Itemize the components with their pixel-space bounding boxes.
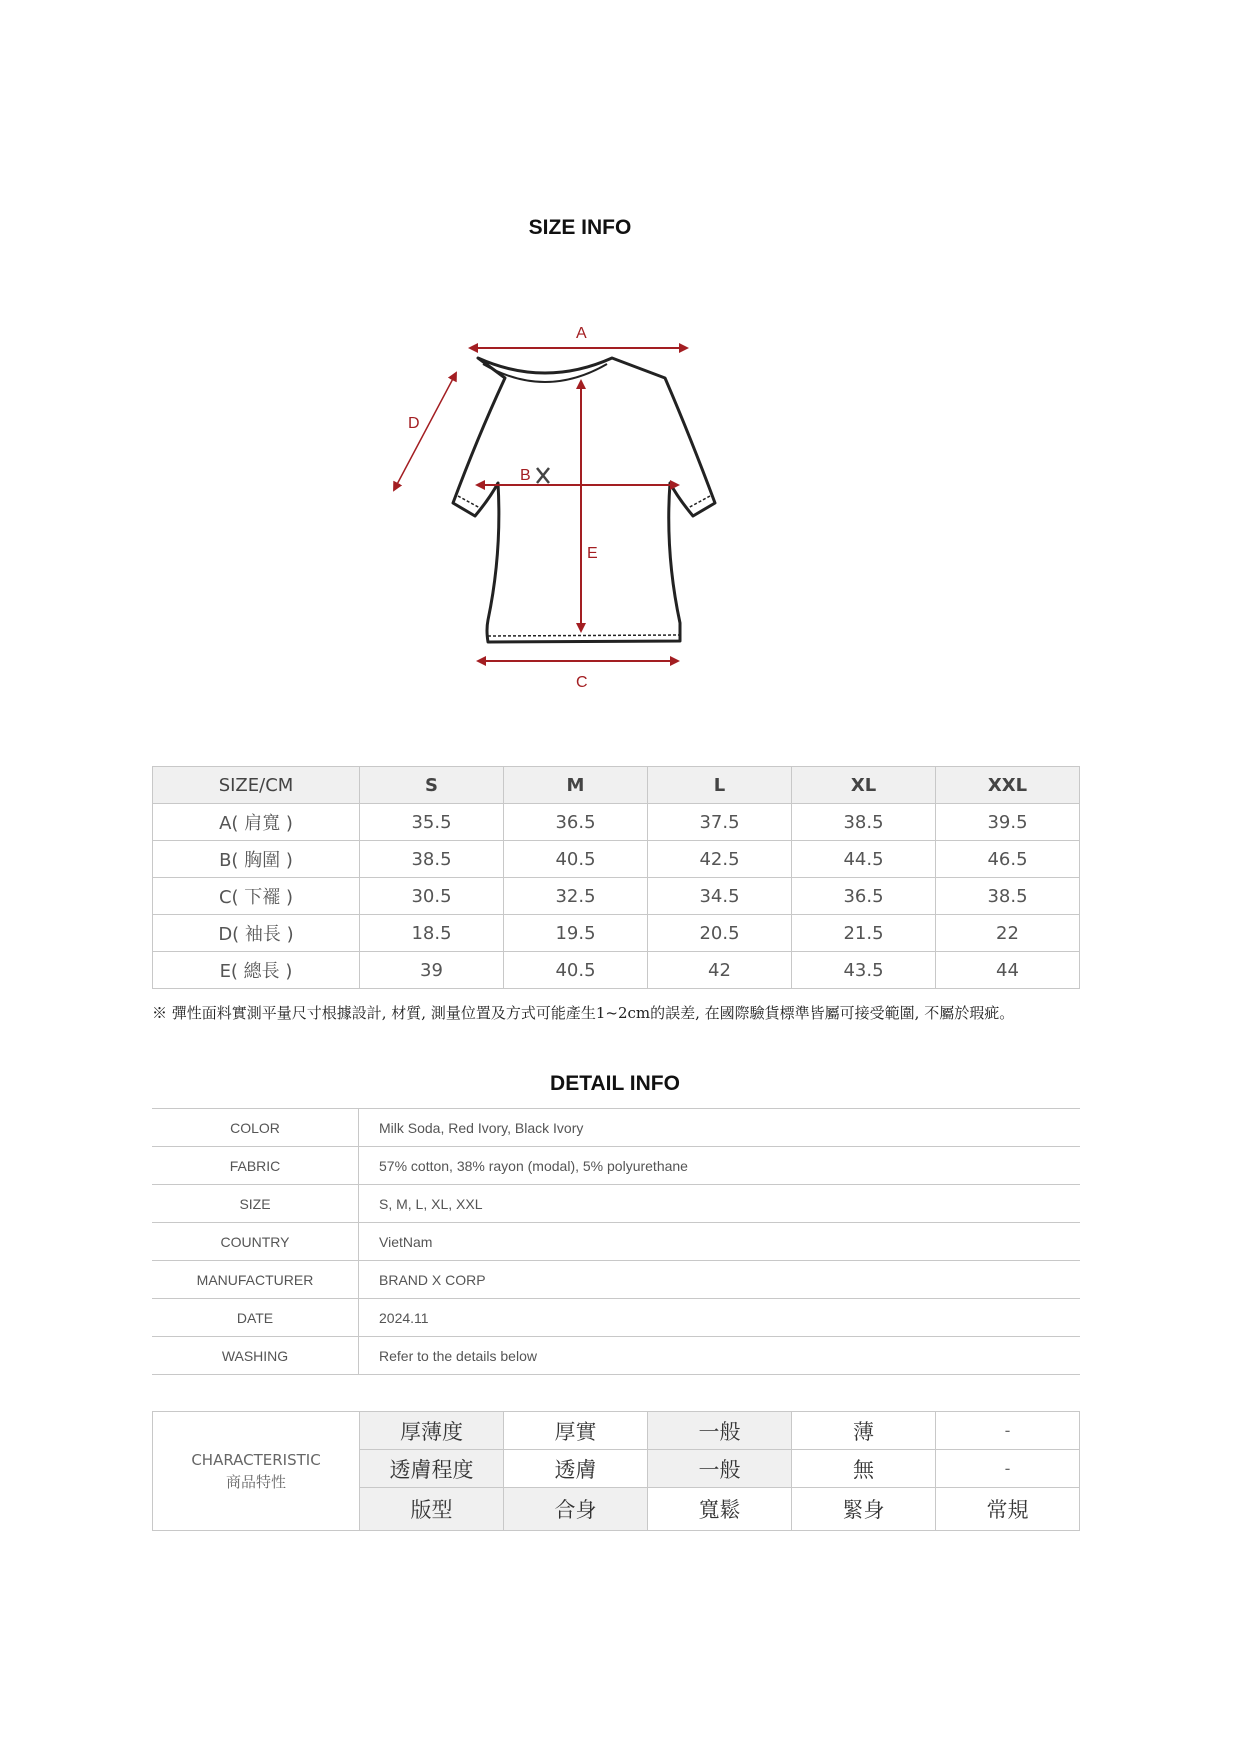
characteristic-option: - — [936, 1412, 1080, 1450]
row-label: E( 總長 ) — [153, 952, 360, 989]
label-e: E — [587, 545, 598, 562]
table-cell: 37.5 — [648, 804, 792, 841]
table-cell: 30.5 — [360, 878, 504, 915]
detail-label: SIZE — [152, 1185, 359, 1223]
measurement-note: ※ 彈性面料實測平量尺寸根據設計, 材質, 測量位置及方式可能產生1~2cm的誤差, 在國際驗貨標準皆屬可接受範圍, 不屬於瑕疵。 — [152, 1004, 1015, 1022]
row-label: D( 袖長 ) — [153, 915, 360, 952]
detail-row — [152, 1109, 1080, 1147]
label-d: D — [408, 415, 420, 432]
logo-x-icon — [537, 468, 549, 483]
table-cell: 38.5 — [360, 841, 504, 878]
arrow-d — [394, 373, 456, 490]
table-row — [153, 804, 1080, 841]
table-cell: 40.5 — [504, 841, 648, 878]
detail-row — [152, 1261, 1080, 1299]
table-cell: 46.5 — [936, 841, 1080, 878]
characteristic-label-zh: 商品特性 — [225, 1473, 286, 1491]
detail-value: Refer to the details below — [359, 1337, 1081, 1375]
table-cell: 40.5 — [504, 952, 648, 989]
detail-label: COUNTRY — [152, 1223, 359, 1261]
table-row — [153, 952, 1080, 989]
table-row — [153, 841, 1080, 878]
characteristic-name: 厚薄度 — [360, 1412, 504, 1450]
table-row — [153, 878, 1080, 915]
tshirt-outline-icon — [453, 358, 715, 642]
detail-info-title: DETAIL INFO — [550, 1072, 680, 1095]
characteristic-option-selected: 合身 — [504, 1488, 648, 1531]
row-label: A( 肩寬 ) — [153, 804, 360, 841]
table-cell: 44 — [936, 952, 1080, 989]
table-cell: 34.5 — [648, 878, 792, 915]
table-cell: 22 — [936, 915, 1080, 952]
table-cell: 18.5 — [360, 915, 504, 952]
detail-label: COLOR — [152, 1109, 359, 1147]
table-row — [153, 915, 1080, 952]
detail-value: Milk Soda, Red Ivory, Black Ivory — [359, 1109, 1081, 1147]
label-a: A — [576, 325, 587, 342]
detail-value: 57% cotton, 38% rayon (modal), 5% polyurethane — [359, 1147, 1081, 1185]
detail-row — [152, 1299, 1080, 1337]
table-cell: 43.5 — [792, 952, 936, 989]
header-cell: S — [360, 767, 504, 804]
detail-row — [152, 1147, 1080, 1185]
table-cell: 42 — [648, 952, 792, 989]
row-label: C( 下襬 ) — [153, 878, 360, 915]
table-cell: 20.5 — [648, 915, 792, 952]
characteristic-name: 透膚程度 — [360, 1450, 504, 1488]
characteristic-label — [153, 1412, 360, 1531]
characteristic-row — [153, 1412, 1080, 1450]
characteristic-option: 常規 — [936, 1488, 1080, 1531]
size-table-header — [153, 767, 1080, 804]
detail-label: DATE — [152, 1299, 359, 1337]
characteristic-label-en: CHARACTERISTIC — [191, 1451, 321, 1469]
table-cell: 36.5 — [792, 878, 936, 915]
size-info-title: SIZE INFO — [528, 216, 632, 239]
detail-row — [152, 1223, 1080, 1261]
header-cell: M — [504, 767, 648, 804]
characteristic-option: 無 — [792, 1450, 936, 1488]
characteristic-name: 版型 — [360, 1488, 504, 1531]
table-cell: 39.5 — [936, 804, 1080, 841]
characteristic-option-selected: 一般 — [648, 1412, 792, 1450]
table-cell: 36.5 — [504, 804, 648, 841]
detail-label: FABRIC — [152, 1147, 359, 1185]
characteristic-option: 厚實 — [504, 1412, 648, 1450]
characteristic-option: - — [936, 1450, 1080, 1488]
header-cell: SIZE/CM — [153, 767, 360, 804]
detail-row — [152, 1185, 1080, 1223]
characteristic-option-selected: 一般 — [648, 1450, 792, 1488]
header-cell: L — [648, 767, 792, 804]
header-cell: XL — [792, 767, 936, 804]
table-cell: 19.5 — [504, 915, 648, 952]
table-cell: 35.5 — [360, 804, 504, 841]
table-cell: 44.5 — [792, 841, 936, 878]
label-b: B — [520, 467, 531, 484]
characteristic-option: 薄 — [792, 1412, 936, 1450]
detail-value: S, M, L, XL, XXL — [359, 1185, 1081, 1223]
table-cell: 39 — [360, 952, 504, 989]
table-cell: 32.5 — [504, 878, 648, 915]
detail-value: VietNam — [359, 1223, 1081, 1261]
detail-table — [152, 1108, 1080, 1375]
detail-label: MANUFACTURER — [152, 1261, 359, 1299]
detail-label: WASHING — [152, 1337, 359, 1375]
row-label: B( 胸圍 ) — [153, 841, 360, 878]
size-table — [152, 766, 1080, 989]
label-c: C — [576, 674, 588, 691]
detail-row — [152, 1337, 1080, 1375]
characteristic-option: 緊身 — [792, 1488, 936, 1531]
header-cell: XXL — [936, 767, 1080, 804]
table-cell: 38.5 — [792, 804, 936, 841]
table-cell: 42.5 — [648, 841, 792, 878]
detail-value: BRAND X CORP — [359, 1261, 1081, 1299]
table-cell: 38.5 — [936, 878, 1080, 915]
characteristic-option: 寬鬆 — [648, 1488, 792, 1531]
detail-value: 2024.11 — [359, 1299, 1081, 1337]
table-cell: 21.5 — [792, 915, 936, 952]
characteristic-table — [152, 1411, 1080, 1531]
tshirt-measurement-diagram — [380, 318, 780, 691]
characteristic-option: 透膚 — [504, 1450, 648, 1488]
measurement-arrows — [394, 348, 687, 661]
